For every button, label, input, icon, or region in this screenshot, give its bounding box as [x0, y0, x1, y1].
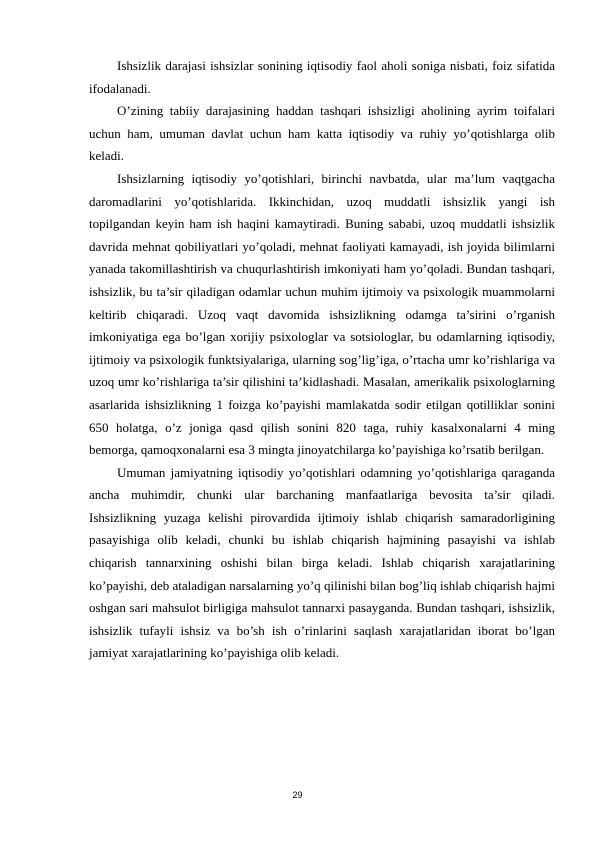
page-number: 29 [292, 790, 303, 800]
body-text [89, 55, 555, 665]
paragraph-society-losses: Umuman jamiyatning iqtisodiy yo’qotishlari odamning yo’qotishlariga qaraganda ancha muhimdir, chunki ular barchaning manfaatlariga bevosita ta’sir qiladi. Ishsizlikning yuzaga kelishi pirovardida ijtimoiy ishlab chiqarish samaradorligining pasayishiga olib keladi, chunki bu ishlab chiqarish hajmining pasayishi va ishlab chiqarish tannarxining oshishi bilan birga keladi. Ishlab chiqarish xarajatlarining ko’payishi, deb ataladigan narsalarning yo’q qilinishi bilan bog’liq ishlab chiqarish hajmi oshgan sari mahsulot birligiga mahsulot tannarxi pasayganda. Bundan tashqari, ishsizlik, ishsizlik tufayli ishsiz va bo’sh ish o’rinlarini saqlash xarajatlaridan iborat bo’lgan jamiyat xarajatlarining ko’payishiga olib keladi. [89, 464, 555, 661]
paragraph-excess-unemployment: O’zining tabiiy darajasining haddan tashqari ishsizligi aholining ayrim toifalari uchun ham, umuman davlat uchun ham katta iqtisodiy va ruhiy yo’qotishlarga olib keladi. [89, 103, 555, 164]
paragraph-economic-losses: Ishsizlarning iqtisodiy yo’qotishlari, birinchi navbatda, ular ma’lum vaqtgacha daromadlarini yo’qotishlarida. Ikkinchidan, uzoq muddatli ishsizlik yangi ish topilgandan keyin ham ish haqini kamaytiradi. Buning sababi, uzoq muddatli ishsizlik davrida mehnat qobiliyatlari yo’qoladi, mehnat faoliyati kamayadi, ish joyida bilimlarni yanada takomillashtirish va chuqurlashtirish imkoniyati ham yo’qoladi. Bundan tashqari, ishsizlik, bu ta’sir qiladigan odamlar uchun muhim ijtimoiy va psixologik muammolarni keltirib chiqaradi. Uzoq vaqt davomida ishsizlikning odamga ta’sirini o’rganish imkoniyatiga ega bo’lgan xorijiy psixologlar va sotsiologlar, bu odamlarning iqtisodiy, ijtimoiy va psixologik funktsiyalariga, ularning sog’lig’iga, o’rtacha umr ko’rishlariga va uzoq umr ko’rishlariga ta’sir qilishini ta’kidlashadi. Masalan, amerikalik psixologlarning asarlarida ishsizlikning 1 foizga ko’payishi mamlakatda sodir etilgan qotilliklar sonini 650 holatga, o’z joniga qasd qilish sonini 820 taga, ruhiy kasalxonalarni 4 ming bemorga, qamoqxonalarni esa 3 mingta jinoyatchilarga ko’payishiga ko’rsatib berilgan. [89, 170, 555, 458]
paragraph-unemployment-rate: Ishsizlik darajasi ishsizlar sonining iqtisodiy faol aholi soniga nisbati, foiz sifatida ifodalanadi. [89, 58, 555, 96]
